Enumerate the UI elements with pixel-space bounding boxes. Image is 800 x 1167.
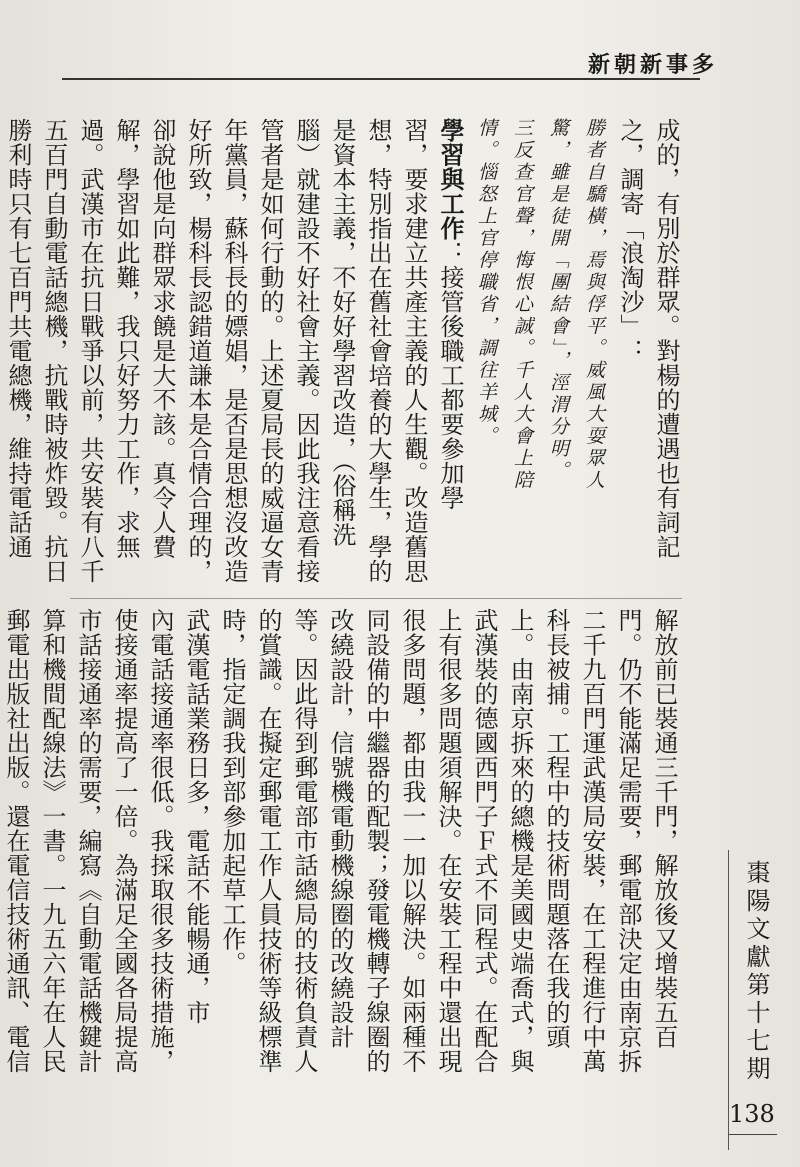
text-column: 郵電出版社出版。還在電信技術通訊、電信	[2, 608, 30, 1074]
text-column: 二千九百門運武漢局安裝，在工程進行中萬	[578, 608, 606, 1074]
journal-title: 棗陽文獻第十七期	[742, 860, 770, 1084]
text-column: 卻說他是向群眾求饒是大不該。真令人費	[148, 118, 176, 559]
section-divider	[70, 598, 682, 599]
running-header: 新朝新事多	[588, 52, 719, 78]
text-column: 勝利時只有七百門共電總機，維持電話通	[4, 118, 32, 559]
text-column: 三反查官聲，悔恨心誠。千人大會上陪	[511, 118, 533, 492]
text-column: 過。武漢市在抗日戰爭以前，共安裝有八千	[76, 118, 104, 584]
text-column: 武漢電話業務日多，電話不能暢通，市	[182, 608, 210, 1025]
text-column: 想，特別指出在舊社會培養的大學生，學的	[364, 118, 392, 584]
text-column: 五百門自動電話總機，抗戰時被炸毀。抗日	[40, 118, 68, 584]
section-heading: 學習與工作	[436, 118, 465, 241]
text-column: 管者是如何行動的。上述夏局長的威逼女青	[256, 118, 284, 584]
lower-text-block	[2, 608, 682, 1118]
text-column: 是資本主義，不好好學習改造，（俗稱洗	[328, 118, 356, 547]
text-column: 解，學習如此難，我只好努力工作，求無	[112, 118, 140, 559]
upper-text-block	[4, 118, 684, 596]
page-number-rule	[729, 1134, 777, 1135]
text-column: 同設備的中繼器的配製；發電機轉子線圈的	[362, 608, 390, 1074]
text-column: 等。因此得到郵電部市話總局的技術負責人	[290, 608, 318, 1074]
text-column: 很多問題，都由我一一加以解決。如兩種不	[398, 608, 426, 1074]
text-column: 習，要求建立共產主義的人生觀。改造舊思	[400, 118, 428, 584]
text-column: 武漢裝的德國西門子Ｆ式不同程式。在配合	[470, 608, 498, 1074]
text-column: 勝者自驕橫，焉與俘平。威風大耍眾人	[583, 118, 605, 492]
text-column: 解放前已裝通三千門，解放後又增裝五百	[650, 608, 678, 1049]
text-column: 年黨員，蘇科長的嫖娼，是否是思想沒改造	[220, 118, 248, 584]
text-column: 之，調寄「浪淘沙」：	[616, 118, 644, 363]
page-number: 138	[729, 1100, 775, 1128]
text-column: 改繞設計，信號機電動機線圈的改繞設計	[326, 608, 354, 1049]
text-column: 好所致，楊科長認錯道謙本是合情合理的，	[184, 118, 212, 584]
text-column: 使接通率提高了一倍。為滿足全國各局提高	[110, 608, 138, 1074]
text-column: 時，指定調我到部參加起草工作。	[218, 608, 246, 976]
text-column: 市話接通率的需要，編寫《自動電話機鍵計	[74, 608, 102, 1074]
text-column: 內電話接通率很低。我採取很多技術措施，	[146, 608, 174, 1074]
text-column: 算和機間配線法》一書。一九五六年在人民	[38, 608, 66, 1074]
text-column: 學習與工作：接管後職工都要參加學	[436, 118, 465, 510]
text-column: 驚，雖是徒開「團結會」，涇渭分明。	[547, 118, 569, 483]
text-column: 成的，有別於群眾。對楊的遭遇也有詞記	[652, 118, 680, 559]
text-column: 科長被捕。工程中的技術問題落在我的頭	[542, 608, 570, 1049]
text-column: 上有很多問題須解決。在安裝工程中還出現	[434, 608, 462, 1074]
text-column: 上。由南京拆來的總機是美國史端喬式，與	[506, 608, 534, 1074]
text-column: 情。惱怒上官停職省，調往羊城。	[475, 118, 497, 448]
text-column: 腦）就建設不好社會主義。因此我注意看接	[292, 118, 320, 584]
header-rule	[62, 78, 700, 80]
text-column: 的賞識。在擬定郵電工作人員技術等級標準	[254, 608, 282, 1074]
text-column: 門。仍不能滿足需要，郵電部決定由南京拆	[614, 608, 642, 1074]
